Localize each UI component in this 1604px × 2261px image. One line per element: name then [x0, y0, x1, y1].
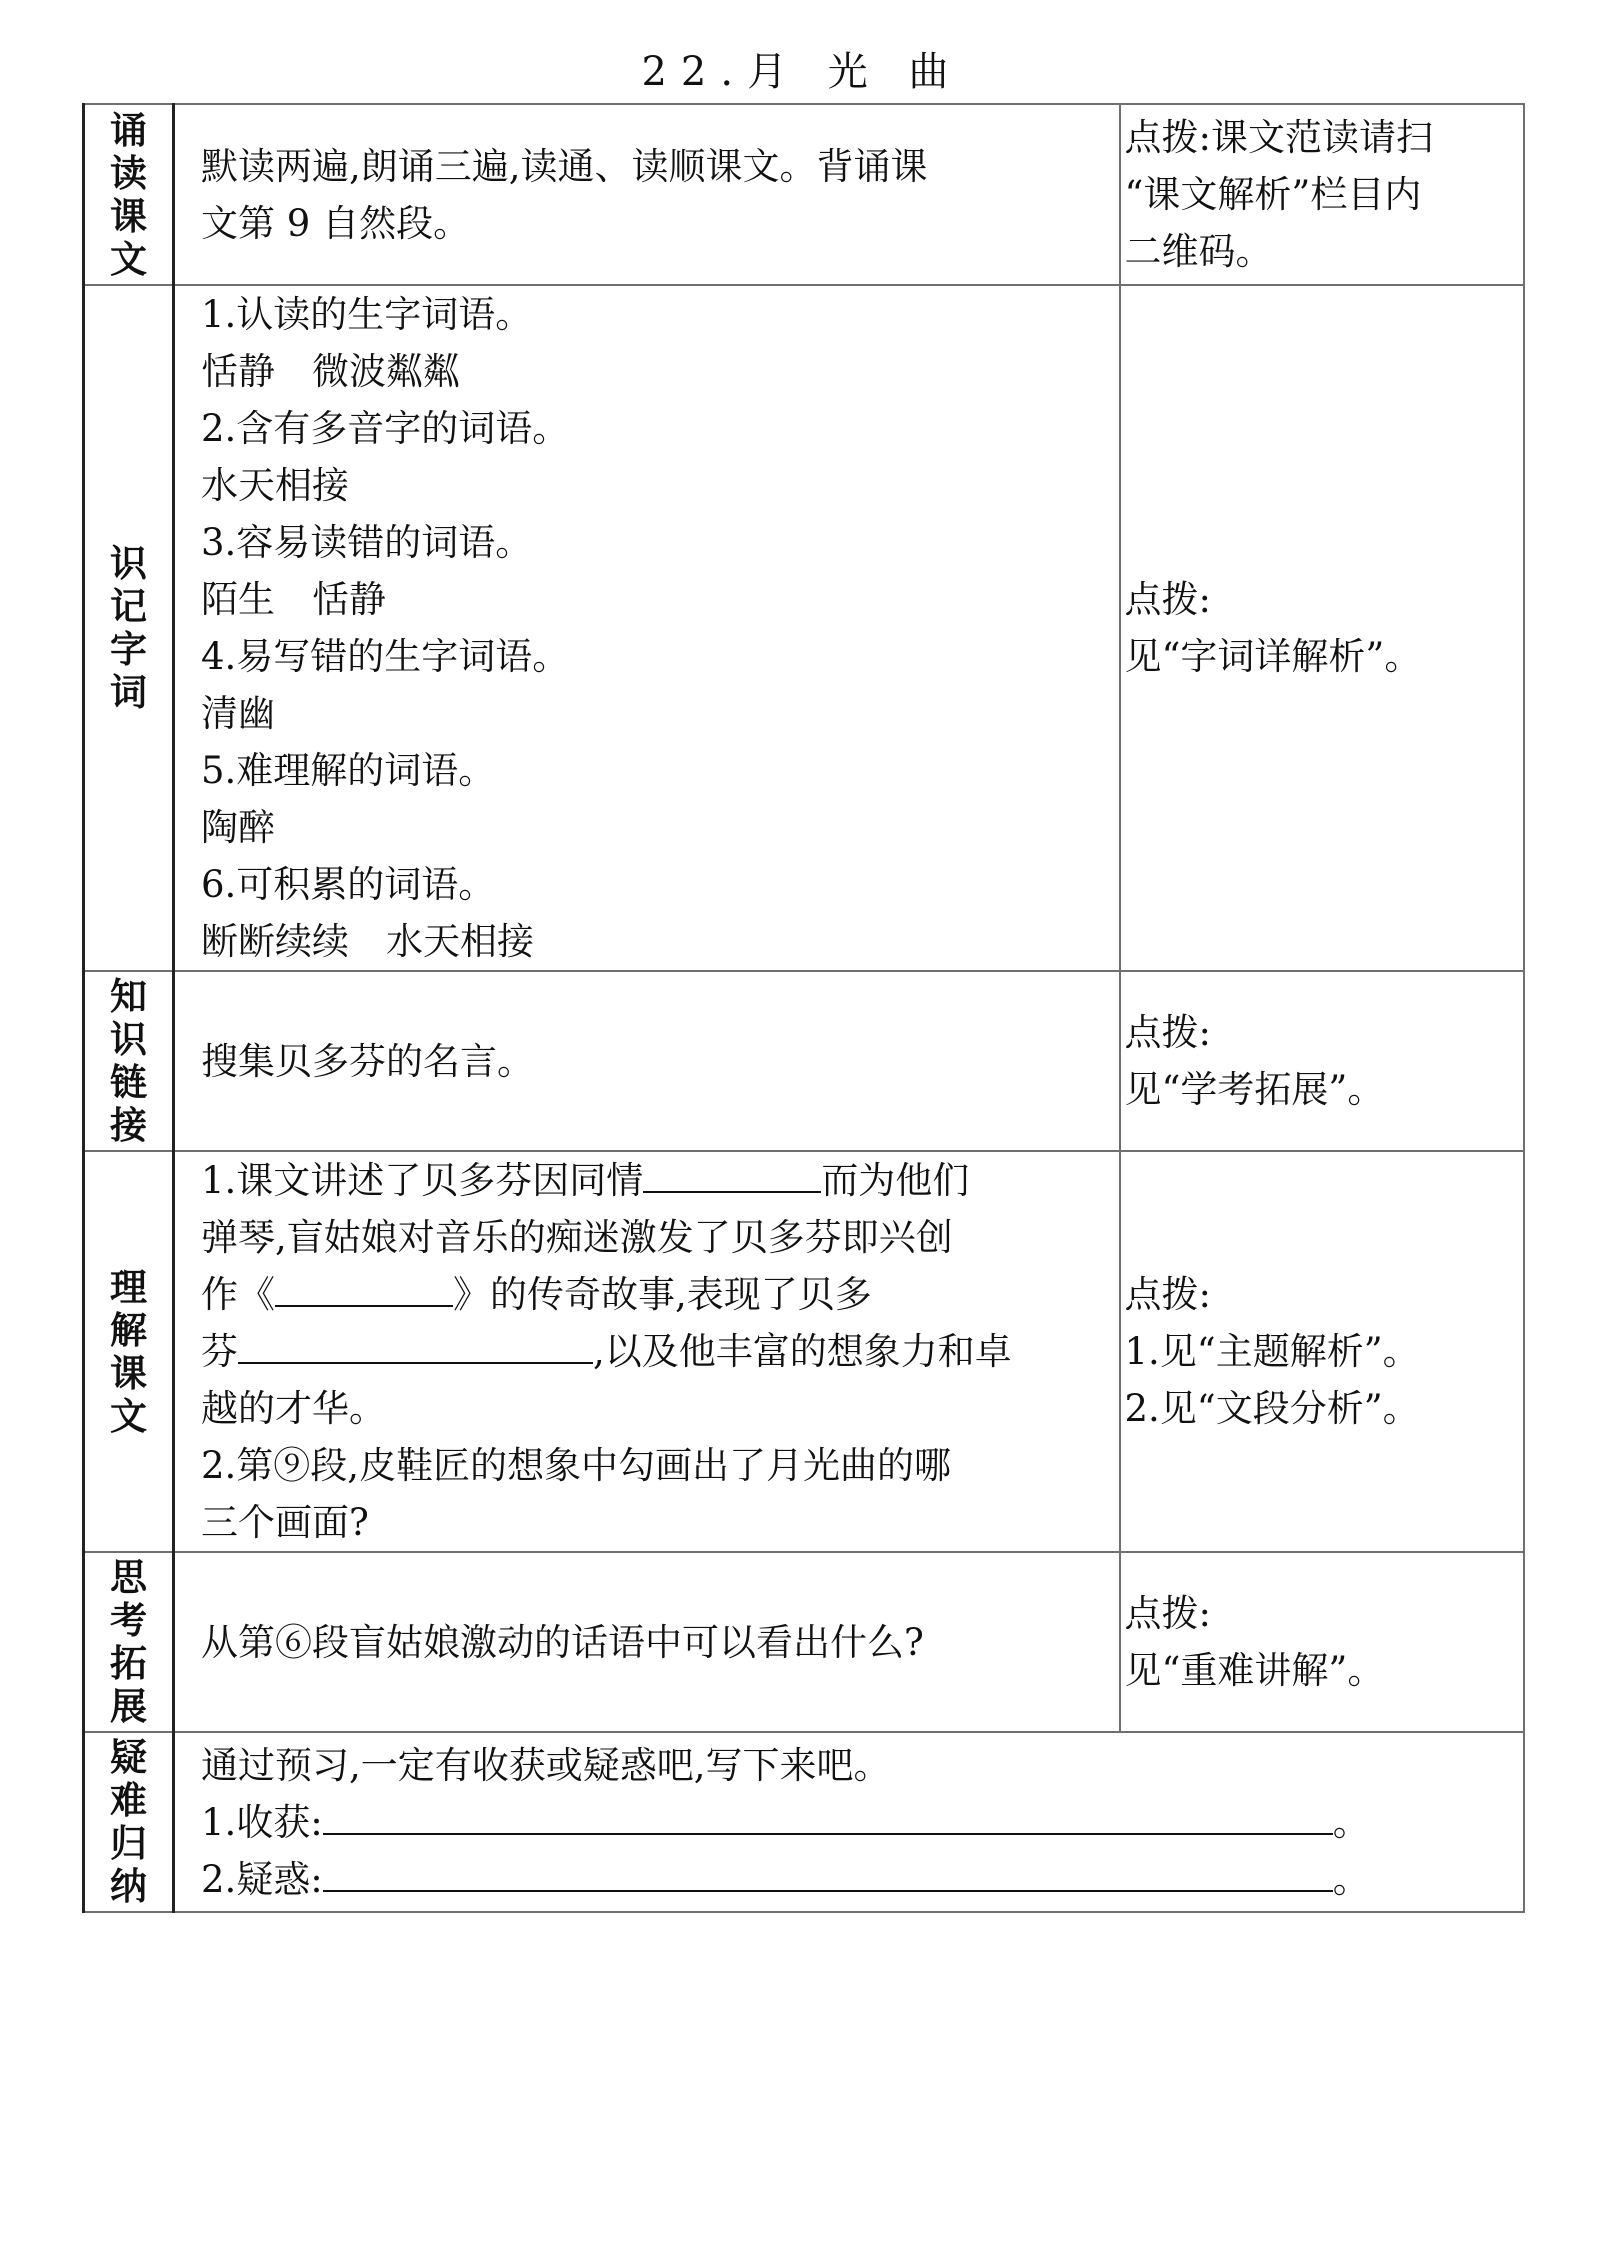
row-comprehension	[84, 1151, 1524, 1552]
thinking-hint: 点拨: 见“重难讲解”。	[1120, 1552, 1524, 1732]
gain-input-line[interactable]	[323, 1799, 1333, 1835]
row-summary	[84, 1732, 1524, 1912]
vocab-content: 1.认读的生字词语。 恬静 微波粼粼 2.含有多音字的词语。 水天相接 3.容易读错的词语。 陌生 恬静 4.易写错的生字词语。 清幽 5.难理解的词语。 陶醉 6.可积累的词语。 断断续续 水天相接	[174, 285, 1120, 971]
fill-blank-quality[interactable]	[238, 1328, 593, 1364]
comprehension-content: 1.课文讲述了贝多芬因同情 而为他们 弹琴,盲姑娘对音乐的痴迷激发了贝多芬即兴创 作《 》的传奇故事,表现了贝多 芬 ,以及他丰富的想象力和卓 越的才华。 2.第⑨段,皮鞋匠的想象中勾画出了月光曲的哪 三个画面?	[174, 1151, 1120, 1552]
section-label-summary: 疑 难 归 纳	[84, 1732, 174, 1912]
row-vocab	[84, 285, 1524, 971]
recite-content: 默读两遍,朗诵三遍,读通、读顺课文。背诵课 文第 9 自然段。	[174, 104, 1120, 285]
fill-blank-sympathy[interactable]	[643, 1157, 821, 1193]
page-title: 22.月 光 曲	[641, 49, 963, 95]
doubt-input-line[interactable]	[323, 1856, 1333, 1892]
summary-content: 通过预习,一定有收获或疑惑吧,写下来吧。 1.收获: 。 2.疑惑: 。	[174, 1732, 1524, 1912]
knowledge-content: 搜集贝多芬的名言。	[174, 971, 1120, 1151]
section-label-recite: 诵 读 课 文	[84, 104, 174, 285]
recite-hint: 点拨:课文范读请扫 “课文解析”栏目内 二维码。	[1120, 104, 1524, 285]
vocab-hint: 点拨: 见“字词详解析”。	[1120, 285, 1524, 971]
section-label-comprehension: 理 解 课 文	[84, 1151, 174, 1552]
comprehension-hint: 点拨: 1.见“主题解析”。 2.见“文段分析”。	[1120, 1151, 1524, 1552]
row-knowledge-link	[84, 971, 1524, 1151]
row-recite-text	[84, 104, 1524, 285]
knowledge-hint: 点拨: 见“学考拓展”。	[1120, 971, 1524, 1151]
preview-worksheet-table	[82, 103, 1525, 1913]
section-label-vocab: 识 记 字 词	[84, 285, 174, 971]
thinking-content: 从第⑥段盲姑娘激动的话语中可以看出什么?	[174, 1552, 1120, 1732]
fill-blank-title[interactable]	[275, 1271, 453, 1307]
section-label-knowledge: 知 识 链 接	[84, 971, 174, 1151]
row-thinking	[84, 1552, 1524, 1732]
section-label-thinking: 思 考 拓 展	[84, 1552, 174, 1732]
